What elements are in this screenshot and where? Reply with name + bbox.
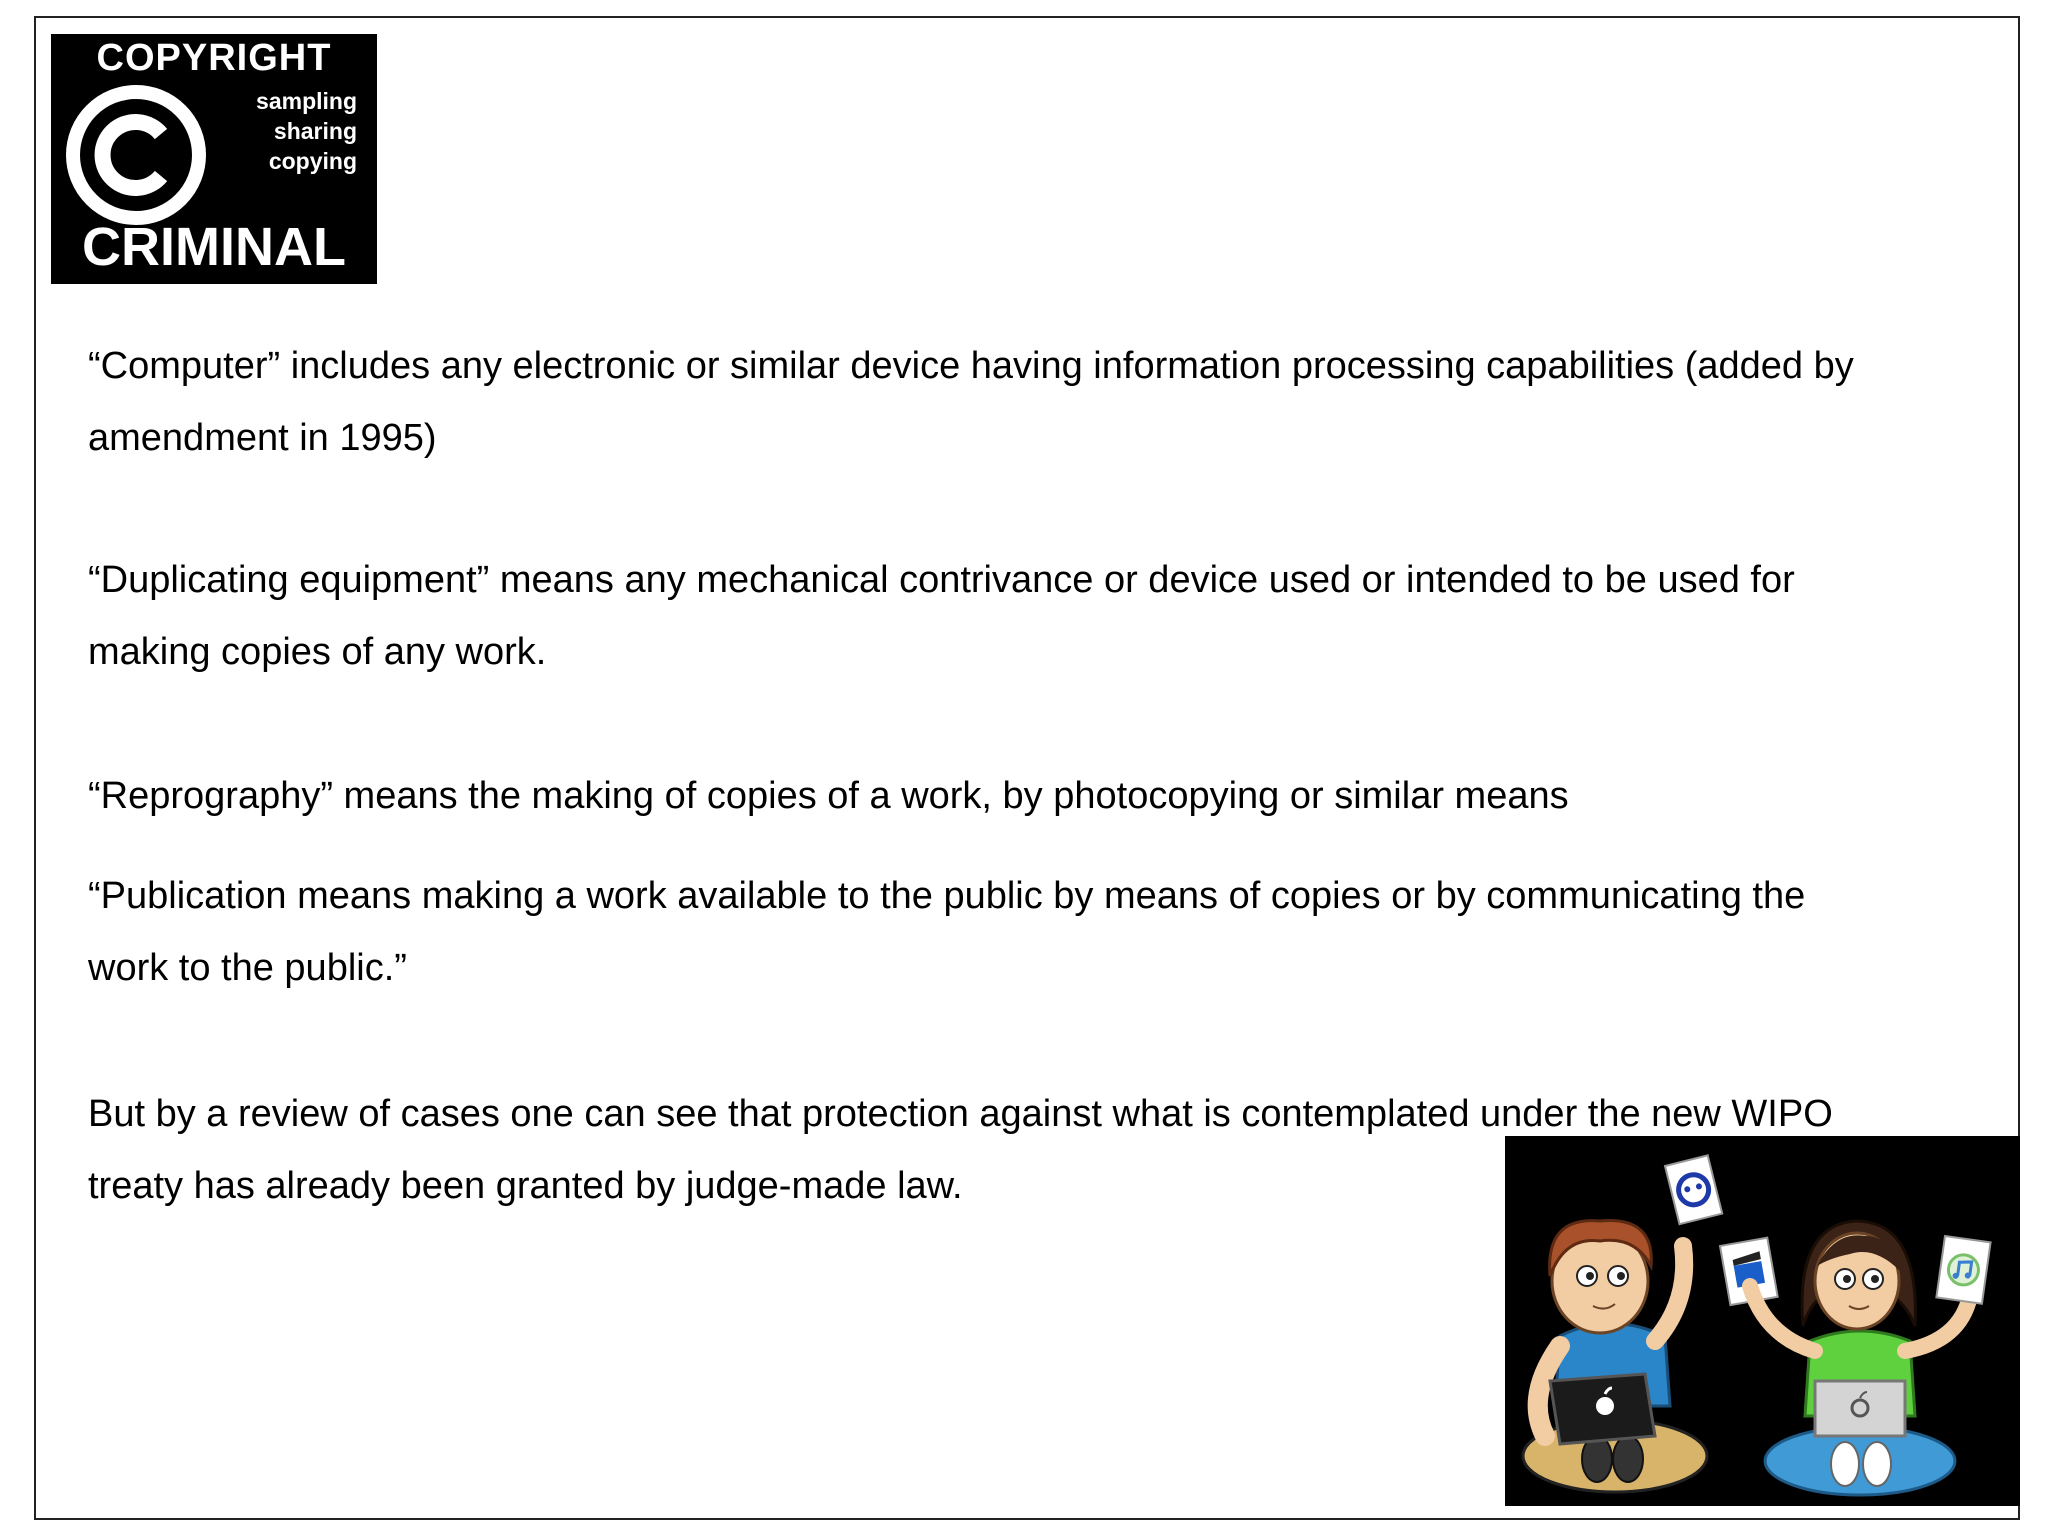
logo-word-sampling: sampling	[256, 88, 357, 114]
text-line: “Reprography” means the making of copies of a work, by photocopying or similar means	[88, 775, 1569, 817]
text-line: “Publication means making a work available to the public by means of copies or by communicating the	[88, 875, 1806, 917]
copyright-icon	[65, 84, 207, 226]
text-line: But by a review of cases one can see that protection against what is contemplated under the new WIPO	[88, 1093, 1833, 1135]
text-line: work to the public.”	[88, 947, 407, 989]
text-line: making copies of any work.	[88, 631, 547, 673]
definition-computer	[88, 330, 1988, 474]
logo-words	[217, 86, 357, 176]
definition-duplicating-equipment	[88, 544, 1988, 688]
logo-word-copying: copying	[268, 148, 357, 174]
text-line: treaty has already been granted by judge-made law.	[88, 1165, 963, 1207]
logo-top-text: COPYRIGHT	[96, 37, 332, 79]
text-line: “Computer” includes any electronic or similar device having information processing capabilities (added by	[88, 345, 1854, 387]
definition-reprography	[88, 760, 1988, 832]
definition-publication	[88, 860, 1988, 1004]
file-sharing-illustration	[1505, 1136, 2020, 1506]
logo-bottom-text: CRIMINAL	[82, 217, 346, 277]
text-line: amendment in 1995)	[88, 417, 437, 459]
music-note-icon	[1936, 1236, 1990, 1304]
logo-word-sharing: sharing	[273, 118, 357, 144]
text-line: “Duplicating equipment” means any mechanical contrivance or device used or intended to be used for	[88, 559, 1795, 601]
kids-sharing-files-image	[1505, 1136, 2020, 1506]
copyright-criminal-logo	[51, 34, 377, 284]
